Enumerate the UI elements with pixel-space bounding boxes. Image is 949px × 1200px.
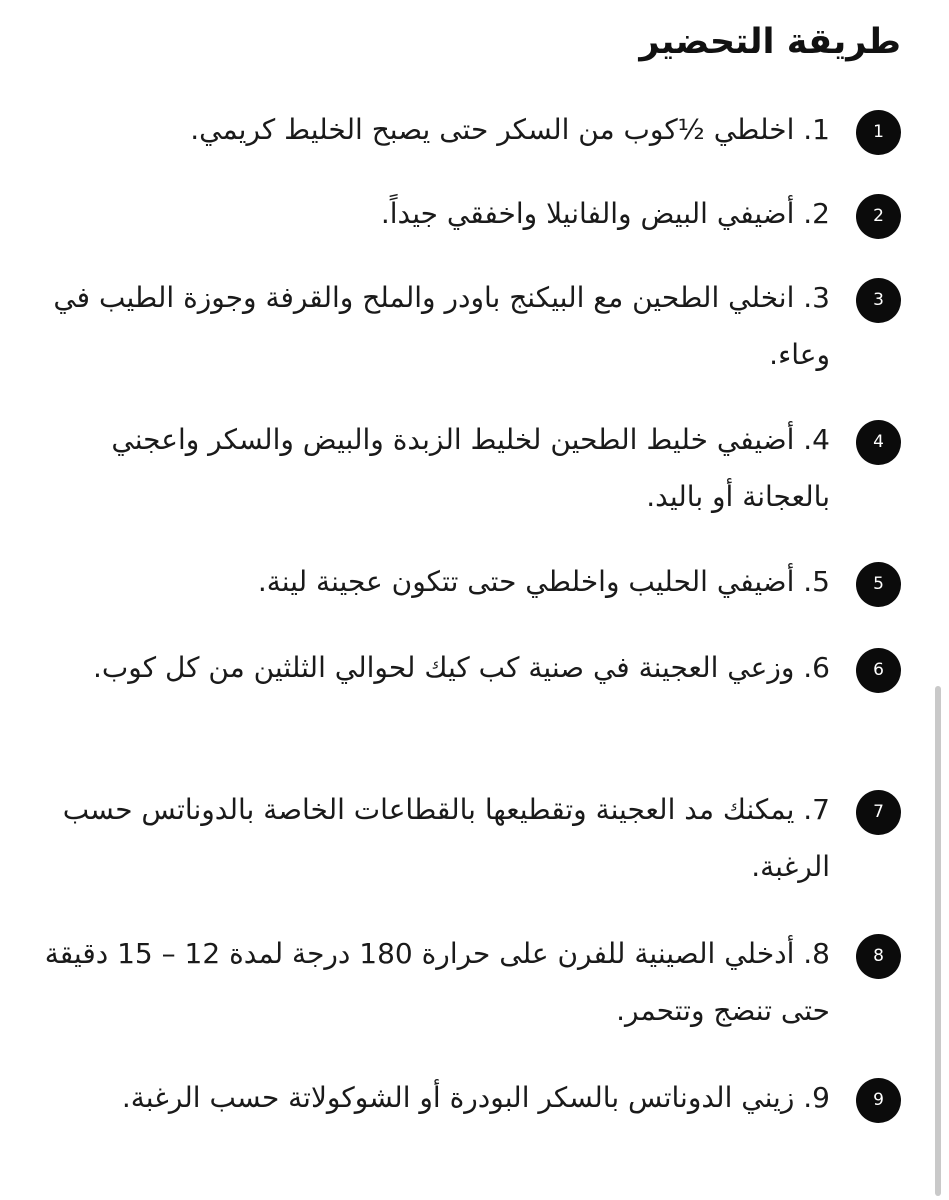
step-number-badge: 3	[856, 278, 901, 323]
step-number-badge: 4	[856, 420, 901, 465]
step-item	[40, 1069, 901, 1126]
step-text: 8. أدخلي الصينية للفرن على حرارة 180 درجة لمدة 12 – 15 دقيقة حتى تنضج وتتحمر.	[44, 937, 830, 1027]
step-item	[40, 925, 901, 1039]
step-item	[40, 781, 901, 895]
step-text: 4. أضيفي خليط الطحين لخليط الزبدة والبيض والسكر واعجني بالعجانة أو باليد.	[111, 423, 830, 513]
step-text: 2. أضيفي البيض والفانيلا واخفقي جيداً.	[380, 197, 830, 230]
step-text: 6. وزعي العجينة في صنية كب كيك لحوالي الثلثين من كل كوب.	[93, 651, 830, 684]
step-text: 7. يمكنك مد العجينة وتقطيعها بالقطاعات الخاصة بالدوناتس حسب الرغبة.	[62, 793, 830, 883]
step-item	[40, 553, 901, 610]
step-number-badge: 9	[856, 1078, 901, 1123]
vertical-scrollbar[interactable]	[935, 686, 941, 1196]
step-item	[40, 269, 901, 383]
step-number-badge: 1	[856, 110, 901, 155]
step-number-badge: 7	[856, 790, 901, 835]
step-number-badge: 2	[856, 194, 901, 239]
step-text: 3. انخلي الطحين مع البيكنج باودر والملح والقرفة وجوزة الطيب في وعاء.	[53, 281, 830, 371]
step-item	[40, 639, 901, 696]
step-item	[40, 185, 901, 242]
step-number-badge: 8	[856, 934, 901, 979]
step-text: 5. أضيفي الحليب واخلطي حتى تتكون عجينة لينة.	[257, 565, 830, 598]
step-number-badge: 6	[856, 648, 901, 693]
step-number-badge: 5	[856, 562, 901, 607]
step-text: 9. زيني الدوناتس بالسكر البودرة أو الشوكولاتة حسب الرغبة.	[121, 1081, 830, 1114]
section-heading: طريقة التحضير	[639, 22, 901, 62]
step-item	[40, 411, 901, 525]
step-item	[40, 101, 901, 158]
step-text: 1. اخلطي ½كوب من السكر حتى يصبح الخليط كريمي.	[190, 113, 830, 146]
